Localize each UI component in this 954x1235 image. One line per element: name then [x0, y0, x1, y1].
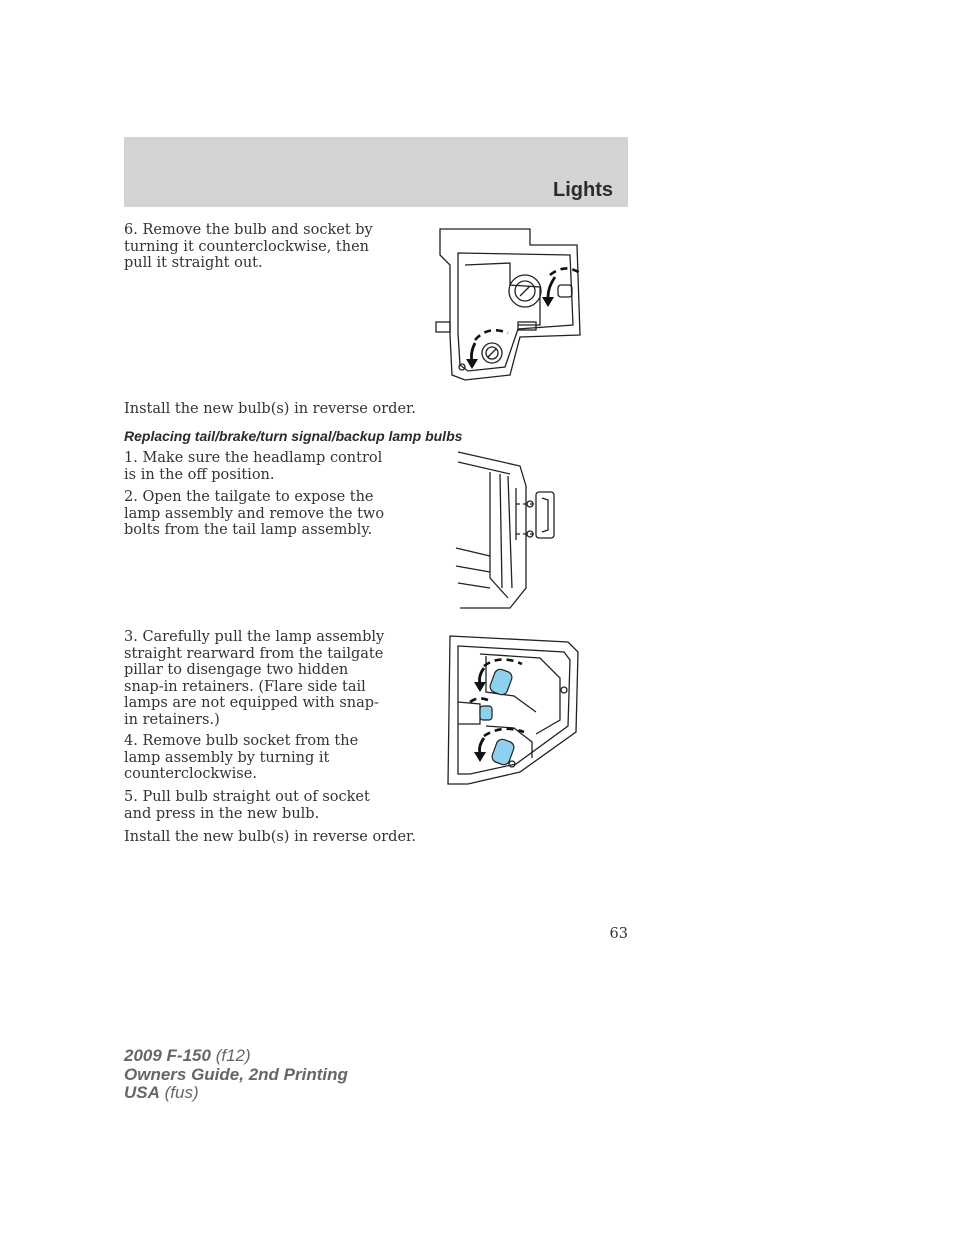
footer-guide: Owners Guide, 2nd Printing [124, 1064, 348, 1084]
step-6-text: 6. Remove the bulb and socket by turning it counterclockwise, then pull it straight out. [124, 222, 373, 272]
header-band [124, 137, 628, 207]
step-5-text: 5. Pull bulb straight out of socket and press in the new bulb. [124, 789, 370, 822]
footer-region: USA [124, 1083, 160, 1102]
footer-model-line [124, 1047, 348, 1066]
footer-region-code: (fus) [164, 1083, 199, 1102]
install-instruction-2: Install the new bulb(s) in reverse order. [124, 829, 416, 845]
footer-region-line [124, 1084, 348, 1103]
headlamp-bulb-removal-illustration [430, 225, 590, 385]
step-2-text: 2. Open the tailgate to expose the lamp assembly and remove the two bolts from the tail lamp assembly. [124, 489, 385, 539]
section-heading: Replacing tail/brake/turn signal/backup lamp bulbs [124, 428, 463, 444]
step-1-text: 1. Make sure the headlamp control is in the off position. [124, 450, 383, 483]
tail-lamp-bulb-removal-illustration [440, 632, 582, 790]
step-3-text: 3. Carefully pull the lamp assembly straight rearward from the tailgate pillar to disengage two hidden snap-in retainers. (Flare side tail lamps are not equipped with snap-in retainers.) [124, 629, 385, 728]
install-instruction-1: Install the new bulb(s) in reverse order. [124, 401, 416, 417]
footer [124, 1047, 348, 1103]
page-title: Lights [553, 179, 613, 201]
step-4-text: 4. Remove bulb socket from the lamp assembly by turning it counterclockwise. [124, 733, 359, 783]
page-number: 63 [609, 926, 628, 942]
footer-model-code: (f12) [215, 1046, 251, 1065]
tailgate-bolts-illustration [450, 448, 570, 613]
footer-model: 2009 F-150 [124, 1046, 211, 1065]
